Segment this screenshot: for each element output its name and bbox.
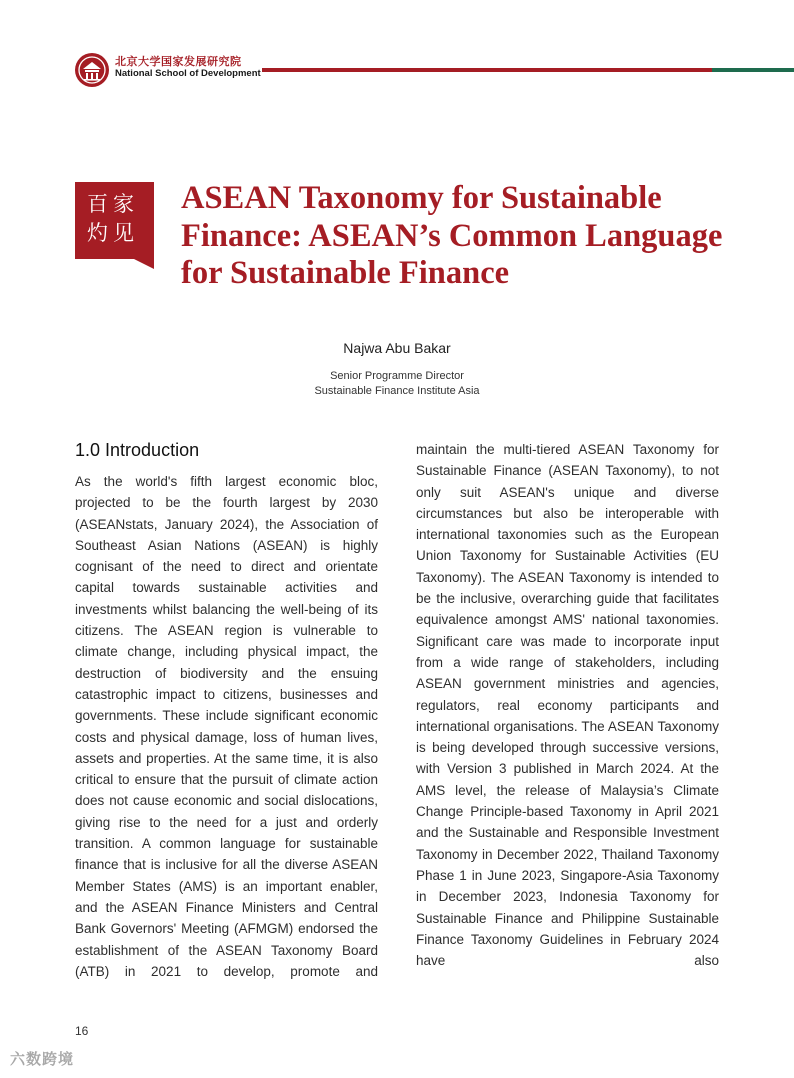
institution-name-cn: 北京大学国家发展研究院 xyxy=(115,56,242,68)
body-column-left: As the world's fifth largest economic bloc, projected to be the fourth largest by 2030 (ASEANstats, January 2024), the Association of Southeast Asian Nations (ASEAN) is highly cognisant of the need to direct and orientate capital towards sustainable activities and investments whilst balancing the well-being of its citizens. The ASEAN region is vulnerable to climate change, including physical impact, the destruction of biodiversity and the ensuing catastrophic impact to citizens, businesses and governments. These include significant economic costs and physical damage, loss of human lives, assets and properties. At the same time, it is also critical to ensure that the pursuit of climate action does not cause economic and social dislocations, giving rise to the need for a just and orderly transition. A common language for sustainable finance that is inclusive for all the diverse ASEAN Member States (AMS) is an important enabler, and the ASEAN Finance Ministers and Central Bank Governors' Meeting (AFMGM) endorsed the establishment of the ASEAN Taxonomy Board (ATB) in 2021 to develop, promote and xyxy=(75,474,378,979)
header-rule-green xyxy=(712,68,794,72)
author-position: Senior Programme Director xyxy=(330,370,464,382)
column-tag-line2: 灼见 xyxy=(87,221,139,245)
page-number: 16 xyxy=(75,1024,89,1038)
author-organisation: Sustainable Finance Institute Asia xyxy=(314,385,480,397)
institution-name-en: National School of Development xyxy=(115,67,261,79)
body-column-right: maintain the multi-tiered ASEAN Taxonomy for Sustainable Finance (ASEAN Taxonomy), to not only suit ASEAN's unique and diverse circumstances but also be interoperable with international taxonomies such as the European Union Taxonomy for Sustainable Activities (EU Taxonomy). The ASEAN Taxonomy is intended to be the inclusive, overarching guide that facilitates equivalence amongst AMS' national taxonomies. Significant care was made to incorporate input from a wide range of stakeholders, including ASEAN government ministries and agencies, regulators, real economy participants and international organisations. The ASEAN Taxonomy is being developed through successive versions, with Version 3 published in March 2024. At the AMS level, the release of Malaysia’s Climate Change Principle-based Taxonomy in April 2021 and the Sustainable and Responsible Investment Taxonomy in December 2022, Thailand Taxonomy Phase 1 in June 2023, Singapore-Asia Taxonomy in December 2023, Indonesia Taxonomy for Sustainable Finance and Philippine Sustainable Finance Taxonomy Guidelines in February 2024 have also xyxy=(416,442,719,969)
column-tag-line1: 百家 xyxy=(87,192,139,216)
header-rule-red xyxy=(262,68,712,72)
institution-name xyxy=(115,57,261,79)
author-name: Najwa Abu Bakar xyxy=(343,340,451,356)
column-tag xyxy=(75,182,154,259)
institution-logo xyxy=(74,52,110,88)
article-title: ASEAN Taxonomy for Sustainable Finance: ASEAN’s Common Language for Sustainable Finance xyxy=(181,180,723,291)
column-tag-fold xyxy=(134,259,154,269)
section-heading: 1.0 Introduction xyxy=(75,440,200,460)
watermark: 六数跨境 xyxy=(10,1051,75,1068)
